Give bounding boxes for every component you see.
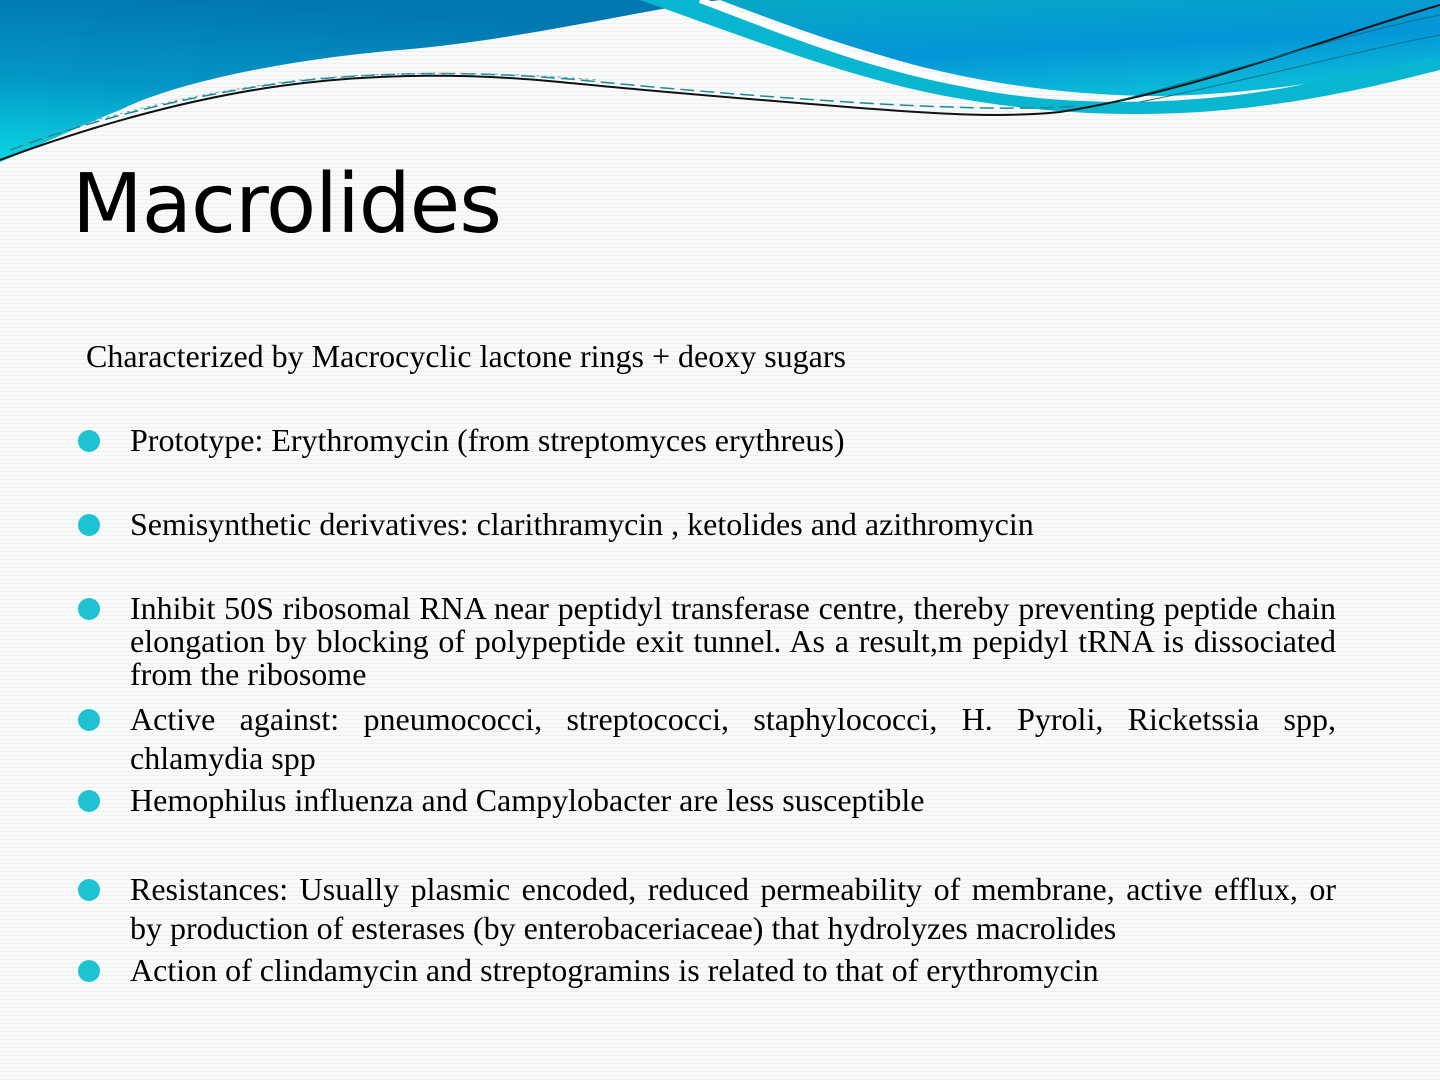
bullet-dot-icon (78, 960, 100, 982)
bullet-dot-icon (78, 879, 100, 901)
bullet-item-semisynthetic (78, 504, 1336, 544)
intro-text: Characterized by Macrocyclic lactone rings + deoxy sugars (86, 338, 846, 374)
bullet-dot-icon (78, 430, 100, 452)
bullet-dot-icon (78, 598, 100, 620)
bullet-item-mechanism (78, 592, 1336, 691)
bullet-item-active-against (78, 700, 1336, 778)
bullet-item-less-susceptible (78, 780, 1336, 820)
bullet-text: Action of clindamycin and streptogramins is related to that of erythromycin (130, 952, 1099, 988)
bullet-item-clindamycin (78, 950, 1336, 990)
bullet-dot-icon (78, 709, 100, 731)
bullet-text: Semisynthetic derivatives: clarithramycin , ketolides and azithromycin (130, 506, 1034, 542)
bullet-text: Resistances: Usually plasmic encoded, reduced permeability of membrane, active efflux, or by production of esterases (by enterobaceriaceae) that hydrolyzes macrolides (130, 871, 1336, 946)
bullet-text: Inhibit 50S ribosomal RNA near peptidyl transferase centre, thereby preventing peptide chain elongation by blocking of polypeptide exit tunnel. As a result,m pepidyl tRNA is dissociated from the ribosome (130, 590, 1336, 692)
bullet-text: Active against: pneumococci, streptococci, staphylococci, H. Pyroli, Ricketssia spp, chlamydia spp (130, 701, 1336, 776)
bullet-text: Hemophilus influenza and Campylobacter are less susceptible (130, 782, 925, 818)
bullet-text: Prototype: Erythromycin (from streptomyces erythreus) (130, 422, 845, 458)
bullet-item-prototype (78, 420, 1336, 460)
bullet-dot-icon (78, 790, 100, 812)
slide-title: Macrolides (72, 157, 501, 252)
bullet-dot-icon (78, 514, 100, 536)
bullet-item-resistances (78, 870, 1336, 948)
